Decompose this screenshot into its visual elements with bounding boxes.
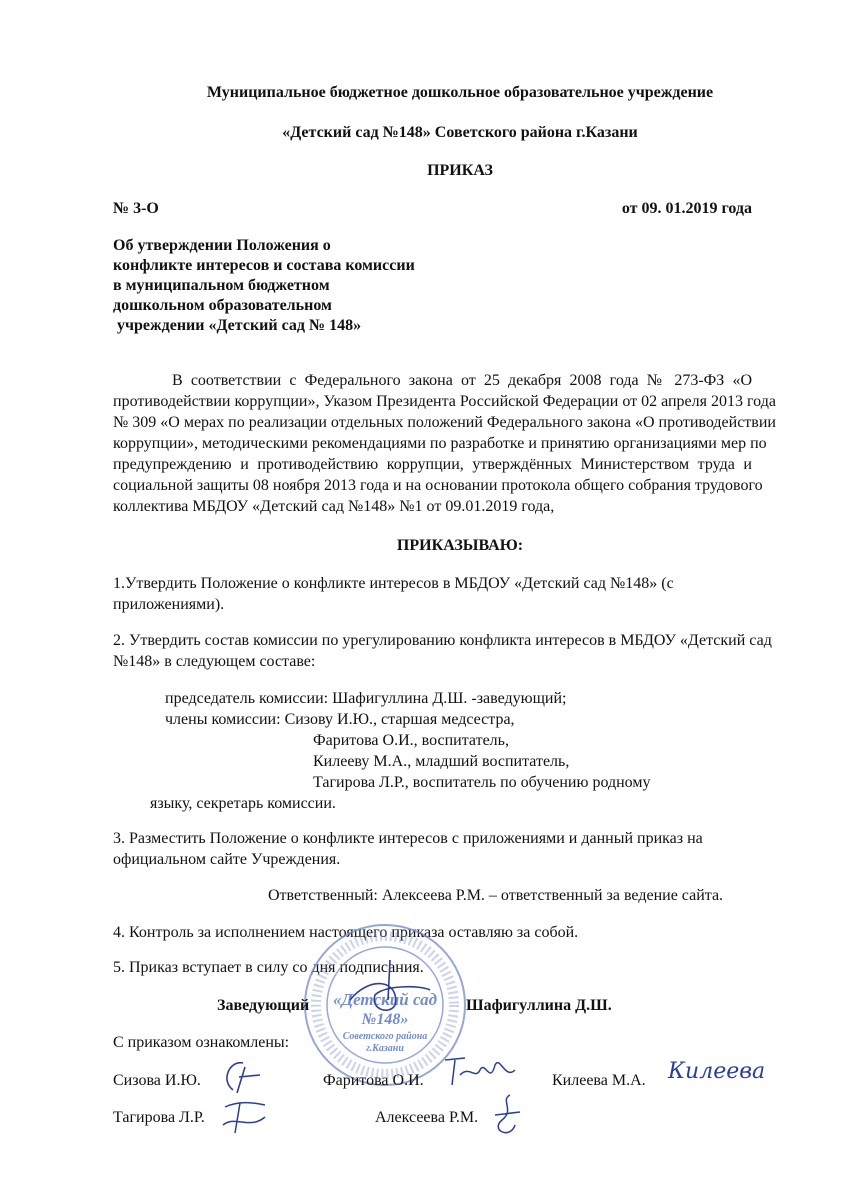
committee-member: Тагирова Л.Р., воспитатель по обучению родному xyxy=(313,774,651,791)
subject-line: конфликте интересов и состава комиссии xyxy=(113,257,415,274)
acquainted-person: Килеева М.А. xyxy=(552,1072,646,1089)
committee-member: Фаритова О.И., воспитатель, xyxy=(313,732,509,749)
item-2: 2. Утвердить состав комиссии по урегулированию конфликта интересов в МБДОУ «Детский сад xyxy=(113,632,772,649)
preamble-line: В соответствии с Федерального закона от 25 декабря 2008 года № 273-ФЗ «О xyxy=(172,372,752,389)
subject-line: дошкольном образовательном xyxy=(113,297,332,314)
preamble-line: социальной защиты 08 ноября 2013 года и на основании протокола общего собрания трудового xyxy=(113,477,763,494)
committee-member: члены комиссии: Сизову И.Ю., старшая медсестра, xyxy=(165,711,515,728)
item-5: 5. Приказ вступает в силу со дня подписания. xyxy=(113,959,424,976)
preamble-line: противодействии коррупции», Указом Президента Российской Федерации от 02 апреля 2013 года xyxy=(113,393,776,410)
signer-name: Шафигуллина Д.Ш. xyxy=(466,997,612,1014)
preamble-line: коррупции», методическими рекомендациями по разработке и принятию организациями мер по xyxy=(113,435,767,452)
svg-text:г.Казани: г.Казани xyxy=(366,1043,404,1054)
preamble-line: коллектива МБДОУ «Детский сад №148» №1 от 09.01.2019 года, xyxy=(113,498,555,515)
svg-text:Советского района: Советского района xyxy=(342,1031,428,1042)
item-3: 3. Разместить Положение о конфликте интересов с приложениями и данный приказ на xyxy=(113,830,703,847)
svg-text:«Детский сад: «Детский сад xyxy=(332,990,438,1009)
order-word: ПРИКАЗЫВАЮ: xyxy=(396,537,524,554)
head-signature xyxy=(330,955,440,1025)
acquainted-person: Фаритова О.И. xyxy=(323,1072,424,1089)
acquainted-label: С приказом ознакомлены: xyxy=(113,1034,290,1051)
item-1-cont: приложениями). xyxy=(113,596,225,613)
committee-chair: председатель комиссии: Шафигуллина Д.Ш. -заведующий; xyxy=(165,690,567,707)
preamble-line: № 309 «О мерах по реализации отдельных положений Федерального закона «О противодействии xyxy=(113,414,776,431)
svg-text:№148»: №148» xyxy=(361,1011,409,1028)
subject-line: Об утверждении Положения о xyxy=(113,237,331,254)
item-3-cont: официальном сайте Учреждения. xyxy=(113,851,341,868)
signature-tagirova xyxy=(215,1095,275,1140)
committee-member-cont: языку, секретарь комиссии. xyxy=(150,795,336,812)
acquainted-person: Тагирова Л.Р. xyxy=(113,1109,205,1126)
item-1: 1.Утвердить Положение о конфликте интересов в МБДОУ «Детский сад №148» (с xyxy=(113,575,674,592)
doc-type: ПРИКАЗ xyxy=(427,162,493,179)
item-2-cont: №148» в следующем составе: xyxy=(113,653,316,670)
order-number: № 3-О xyxy=(113,200,159,217)
responsible-person: Ответственный: Алексеева Р.М. – ответственный за ведение сайта. xyxy=(268,887,724,904)
org-name-line2: «Детский сад №148» Советского района г.Казани xyxy=(282,124,638,141)
signature-faritova xyxy=(440,1050,520,1095)
committee-member: Килееву М.А., младший воспитатель, xyxy=(313,753,570,770)
subject-line: учреждении «Детский сад № 148» xyxy=(113,317,362,334)
org-name-line1: Муниципальное бюджетное дошкольное образовательное учреждение xyxy=(206,84,714,101)
acquainted-person: Алексеева Р.М. xyxy=(375,1109,479,1126)
signature-kileeva: Килеева xyxy=(668,1059,766,1084)
signer-position: Заведующий xyxy=(217,997,310,1014)
order-date: от 09. 01.2019 года xyxy=(621,200,752,217)
subject-line: в муниципальном бюджетном xyxy=(113,277,330,294)
item-4: 4. Контроль за исполнением настоящего приказа оставляю за собой. xyxy=(113,924,579,941)
preamble-line: предупреждению и противодействию коррупции, утверждённых Министерством труда и xyxy=(113,456,752,473)
signature-alekseeva xyxy=(480,1090,530,1145)
signature-sizova xyxy=(215,1055,275,1100)
acquainted-person: Сизова И.Ю. xyxy=(113,1072,201,1089)
